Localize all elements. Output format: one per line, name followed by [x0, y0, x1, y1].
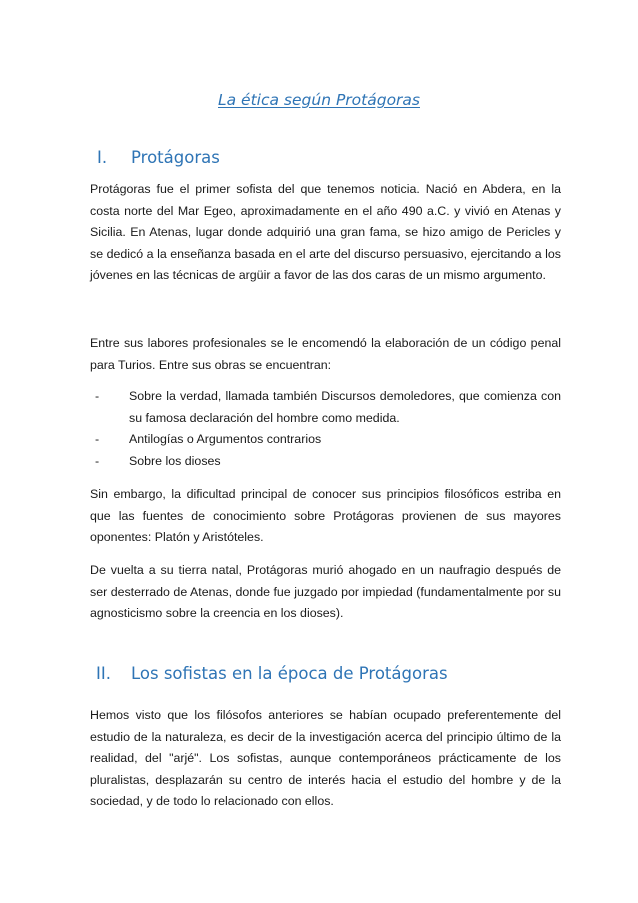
list-item-text: Sobre la verdad, llamada también Discursos demoledores, que comienza con su famosa declaración del hombre como medida. — [129, 389, 561, 425]
list-item — [90, 451, 561, 473]
section-heading-1 — [97, 148, 220, 167]
paragraph: Hemos visto que los filósofos anteriores se habían ocupado preferentemente del estudio de la naturaleza, es decir de la investigación acerca del principio último de la realidad, del "arjé". Los sofistas, aunque contemporáneos prácticamente de los pluralistas, desplazarán su centro de interés hacia el estudio del hombre y de la sociedad, y de todo lo relacionado con ellos. — [90, 708, 561, 809]
list-dash: - — [95, 389, 100, 403]
paragraph: De vuelta a su tierra natal, Protágoras murió ahogado en un naufragio después de ser desterrado de Atenas, donde fue juzgado por impiedad (fundamentalmente por su agnosticismo sobre la creencia en los dioses). — [90, 563, 561, 621]
section-title: Protágoras — [131, 148, 220, 167]
paragraph: Entre sus labores profesionales se le encomendó la elaboración de un código penal para Turios. Entre sus obras se encuentran: — [90, 336, 561, 372]
list-item — [90, 386, 561, 429]
works-list — [90, 386, 561, 472]
section-number: II. — [96, 664, 111, 683]
section-title: Los sofistas en la época de Protágoras — [131, 664, 448, 683]
paragraph: Sin embargo, la dificultad principal de conocer sus principios filosóficos estriba en que las fuentes de conocimiento sobre Protágoras provienen de sus mayores oponentes: Platón y Aristóteles. — [90, 487, 561, 545]
paragraph: Protágoras fue el primer sofista del que tenemos noticia. Nació en Abdera, en la costa norte del Mar Egeo, aproximadamente en el año 490 a.C. y vivió en Atenas y Sicilia. En Atenas, lugar donde adquirió una gran fama, se hizo amigo de Pericles y se dedicó a la enseñanza basada en el arte del discurso persuasivo, ejercitando a los jóvenes en las técnicas de argüir a favor de las dos caras de un mismo argumento. — [90, 182, 561, 283]
list-dash: - — [95, 453, 100, 468]
list-dash: - — [95, 432, 100, 447]
list-item-text: Antilogías o Argumentos contrarios — [129, 432, 322, 447]
section-heading-2 — [96, 664, 448, 683]
document-title: La ética según Protágoras — [218, 91, 420, 109]
list-item-text: Sobre los dioses — [129, 453, 221, 468]
section-number: I. — [97, 148, 108, 167]
list-item — [90, 429, 561, 451]
